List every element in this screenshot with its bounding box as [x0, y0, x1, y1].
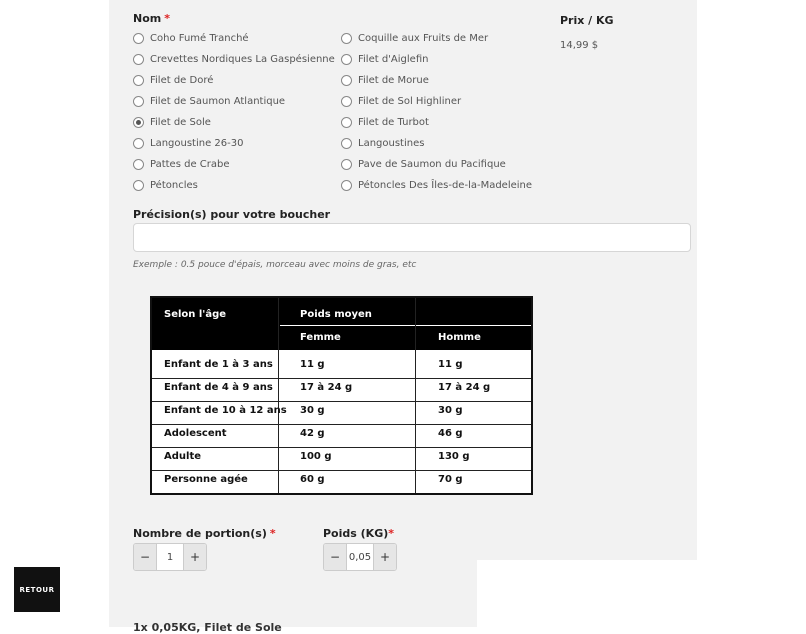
radio-button[interactable]	[341, 54, 352, 65]
radio-option[interactable]: Filet de Sole	[133, 114, 211, 130]
table-cell-homme: 46 g	[438, 428, 463, 439]
table-cell-femme: 17 à 24 g	[300, 382, 353, 393]
radio-option[interactable]: Filet de Doré	[133, 72, 213, 88]
radio-button[interactable]	[341, 33, 352, 44]
portions-increment-button[interactable]: +	[184, 544, 206, 570]
radio-button[interactable]	[133, 75, 144, 86]
column-divider	[278, 298, 279, 493]
radio-button[interactable]	[341, 75, 352, 86]
table-cell-femme: 60 g	[300, 474, 325, 485]
radio-option[interactable]: Pattes de Crabe	[133, 156, 230, 172]
radio-button[interactable]	[133, 54, 144, 65]
radio-button[interactable]	[133, 159, 144, 170]
table-cell-femme: 30 g	[300, 405, 325, 416]
table-cell-homme: 70 g	[438, 474, 463, 485]
radio-button[interactable]	[341, 159, 352, 170]
portions-decrement-button[interactable]: −	[134, 544, 156, 570]
row-divider	[152, 447, 531, 448]
radio-button[interactable]	[341, 180, 352, 191]
table-cell-age: Enfant de 1 à 3 ans	[164, 359, 273, 370]
poids-stepper[interactable]	[323, 543, 397, 571]
order-summary: 1x 0,05KG, Filet de Sole	[133, 621, 282, 634]
radio-option[interactable]: Coho Fumé Tranché	[133, 30, 249, 46]
radio-option[interactable]: Coquille aux Fruits de Mer	[341, 30, 488, 46]
radio-button-selected[interactable]	[133, 117, 144, 128]
prix-value: 14,99 $	[560, 40, 599, 51]
overlay-patch	[477, 560, 700, 627]
portions-stepper[interactable]	[133, 543, 207, 571]
table-cell-age: Enfant de 4 à 9 ans	[164, 382, 273, 393]
radio-option[interactable]: Filet de Turbot	[341, 114, 429, 130]
table-cell-age: Adulte	[164, 451, 202, 462]
table-cell-homme: 11 g	[438, 359, 463, 370]
row-divider	[152, 401, 531, 402]
radio-button[interactable]	[341, 117, 352, 128]
poids-increment-button[interactable]: +	[374, 544, 396, 570]
precision-input[interactable]	[133, 223, 691, 252]
column-divider	[415, 298, 416, 493]
poids-decrement-button[interactable]: −	[324, 544, 346, 570]
header-femme: Femme	[300, 332, 341, 343]
poids-label: Poids (KG)*	[323, 527, 395, 540]
radio-button[interactable]	[133, 33, 144, 44]
table-cell-homme: 130 g	[438, 451, 470, 462]
portions-value[interactable]: 1	[156, 544, 184, 570]
radio-option[interactable]: Pétoncles	[133, 177, 198, 193]
nom-label: Nom *	[133, 12, 170, 25]
radio-option[interactable]: Langoustines	[341, 135, 424, 151]
prix-label: Prix / KG	[560, 14, 614, 27]
table-cell-homme: 17 à 24 g	[438, 382, 491, 393]
radio-option[interactable]: Langoustine 26-30	[133, 135, 243, 151]
row-divider	[152, 470, 531, 471]
precision-hint: Exemple : 0.5 pouce d'épais, morceau avec moins de gras, etc	[133, 260, 417, 270]
precision-label: Précision(s) pour votre boucher	[133, 208, 331, 221]
portions-label: Nombre de portion(s) *	[133, 527, 276, 540]
radio-button[interactable]	[133, 96, 144, 107]
radio-option[interactable]: Filet de Morue	[341, 72, 429, 88]
header-homme: Homme	[438, 332, 481, 343]
table-cell-femme: 11 g	[300, 359, 325, 370]
header-poids: Poids moyen	[300, 309, 372, 320]
radio-option[interactable]: Crevettes Nordiques La Gaspésienne	[133, 51, 335, 67]
radio-button[interactable]	[133, 180, 144, 191]
radio-button[interactable]	[133, 138, 144, 149]
radio-option[interactable]: Filet de Saumon Atlantique	[133, 93, 285, 109]
header-age: Selon l'âge	[164, 309, 227, 320]
retour-button[interactable]: RETOUR	[14, 567, 60, 612]
radio-option[interactable]: Filet d'Aiglefin	[341, 51, 428, 67]
radio-option[interactable]: Filet de Sol Highliner	[341, 93, 461, 109]
table-cell-femme: 100 g	[300, 451, 332, 462]
table-cell-femme: 42 g	[300, 428, 325, 439]
radio-option[interactable]: Pave de Saumon du Pacifique	[341, 156, 506, 172]
table-cell-age: Enfant de 10 à 12 ans	[164, 405, 287, 416]
portion-weight-table	[150, 296, 533, 495]
row-divider	[152, 424, 531, 425]
table-cell-age: Personne agée	[164, 474, 248, 485]
row-divider	[152, 378, 531, 379]
table-cell-age: Adolescent	[164, 428, 227, 439]
table-cell-homme: 30 g	[438, 405, 463, 416]
radio-button[interactable]	[341, 96, 352, 107]
header-divider	[280, 325, 531, 326]
radio-button[interactable]	[341, 138, 352, 149]
poids-value[interactable]: 0,05	[346, 544, 374, 570]
radio-option[interactable]: Pétoncles Des Îles-de-la-Madeleine	[341, 177, 532, 193]
